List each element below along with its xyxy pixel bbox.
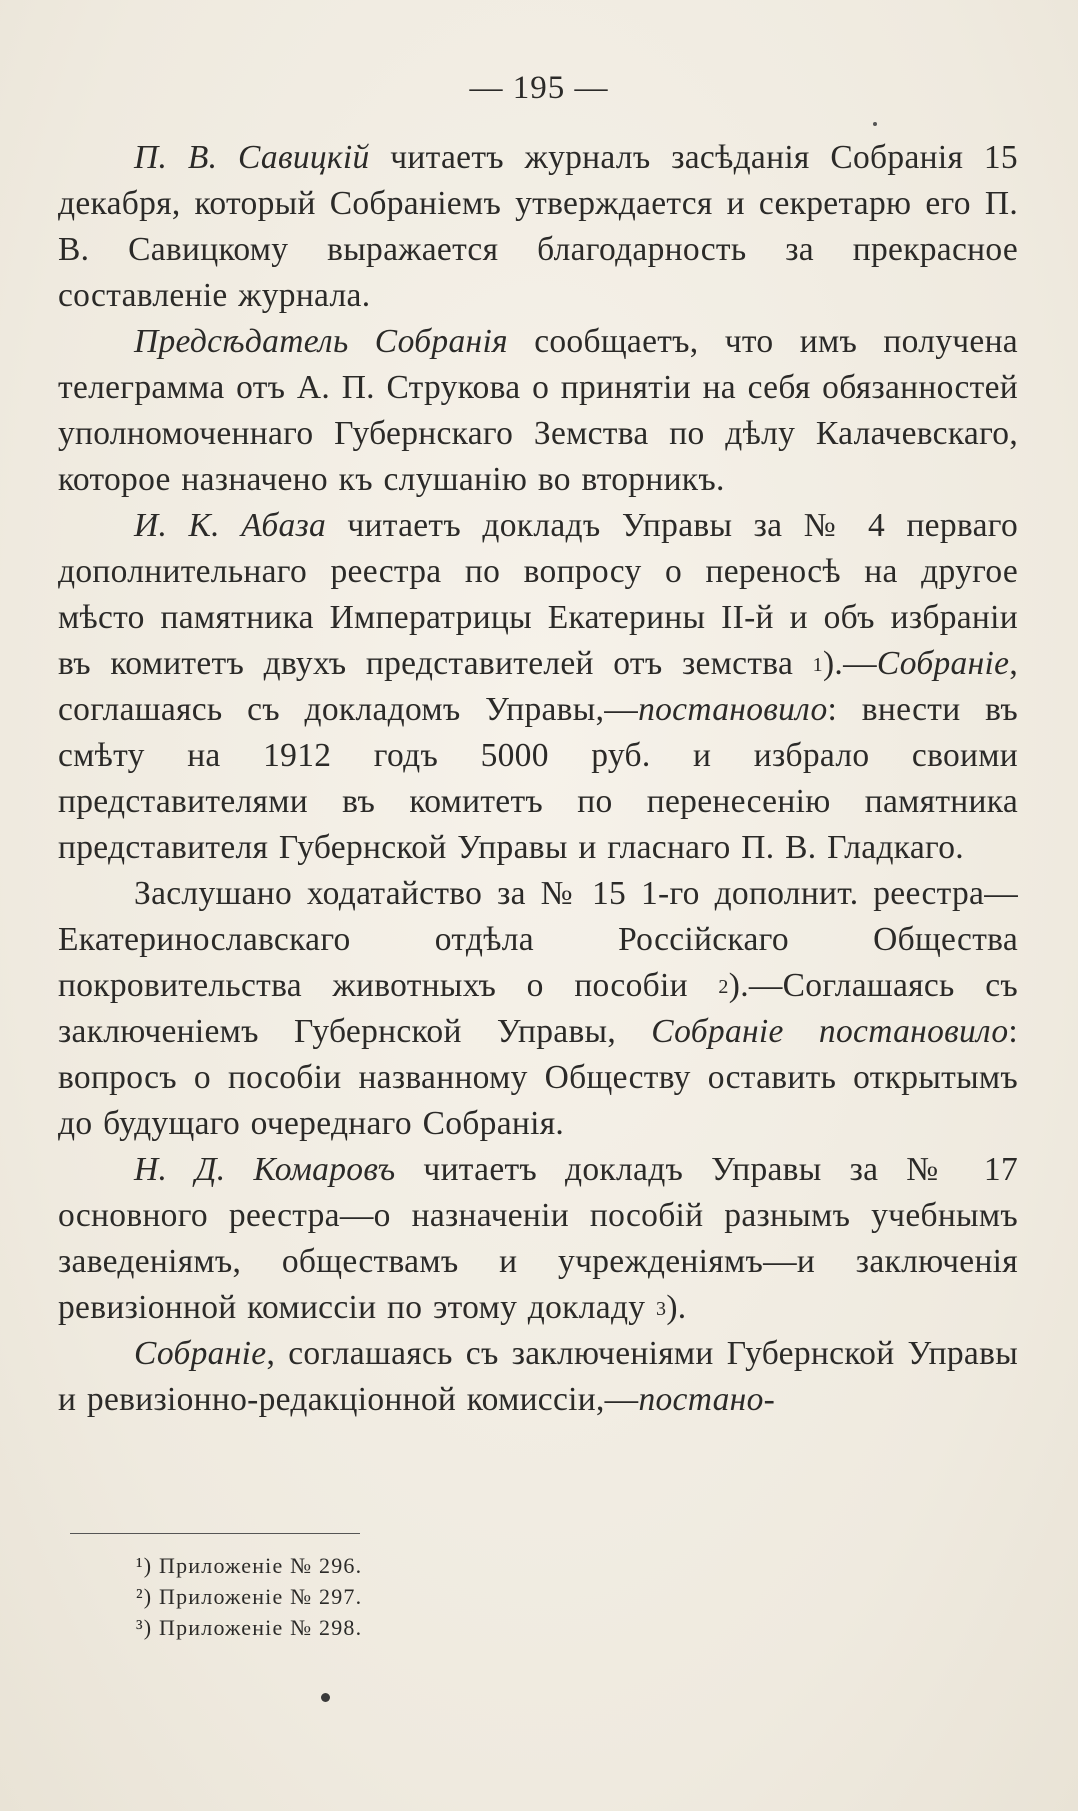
ink-speck	[873, 122, 877, 126]
text-span: , соглашаясь съ докладомъ Управы,—	[58, 645, 1018, 728]
italic-text: постановило	[638, 691, 828, 728]
text-span: : внести въ смѣту на 1912 годъ 5000 руб. и избрало своими представителями въ комитетъ по перенесенію памятника представителя Губернской Управы и гласнаго П. В. Гладкаго.	[58, 691, 1018, 866]
paragraph	[58, 319, 1018, 503]
italic-text: П. В. Савицкій	[134, 139, 370, 176]
text-span: ).—Соглашаясь съ заключеніемъ Губернской Управы,	[58, 967, 1018, 1050]
italic-text: постано-	[638, 1381, 776, 1418]
footnote: ³) Приложеніе № 298.	[136, 1615, 363, 1640]
italic-text: Н. Д. Комаровъ	[134, 1151, 396, 1188]
footnote-ref: 2	[718, 976, 729, 998]
text-span: : вопросъ о пособіи названному Обществу оставить открытымъ до будущаго очереднаго Собранія.	[58, 1013, 1018, 1142]
footnote-rule	[70, 1533, 360, 1534]
body-text	[58, 135, 1018, 1423]
paragraph	[58, 135, 1018, 319]
text-span: ).	[666, 1289, 687, 1326]
paragraph	[58, 871, 1018, 1147]
text-span: читаетъ журналъ засѣданія Собранія 15 декабря, который Собраніемъ утверждается и секретарю его П. В. Савицкому выражается благодарность за прекрасное составленіе журнала.	[58, 139, 1018, 314]
ink-dot	[321, 1693, 330, 1702]
italic-text: Собраніе	[876, 645, 1010, 682]
text-span: Заслушано ходатайство за № 15 1-го дополнит. реестра—Екатеринославскаго отдѣла Россійскаго Общества покровительства животныхъ о пособіи	[58, 875, 1018, 1004]
italic-text: И. К. Абаза	[134, 507, 326, 544]
text-span: сообщаетъ, что имъ получена телеграмма отъ А. П. Струкова о принятіи на себя обязанностей уполномоченнаго Губернскаго Земства по дѣлу Калачевскаго, которое назначено къ слушанію во вторникъ.	[58, 323, 1018, 498]
page-number: — 195 —	[469, 70, 609, 106]
footnote: ²) Приложеніе № 297.	[136, 1584, 363, 1609]
italic-text: Предсѣдатель Собранія	[134, 323, 508, 360]
text-span: ).—	[822, 645, 877, 682]
paragraph	[58, 1147, 1018, 1331]
footnote-ref: 3	[656, 1298, 667, 1320]
text-span: читаетъ докладъ Управы за № 4 перваго дополнительнаго реестра по вопросу о переносѣ на другое мѣсто памятника Императрицы Екатерины II-й и объ избраніи въ комитетъ двухъ представителей отъ земства	[58, 507, 1018, 682]
paragraph	[58, 503, 1018, 871]
footnotes	[136, 1550, 362, 1643]
italic-text: Собраніе постановило	[651, 1013, 1009, 1050]
italic-text: Собраніе	[134, 1335, 267, 1372]
paragraph	[58, 1331, 1018, 1423]
footnote: ¹) Приложеніе № 296.	[136, 1553, 363, 1578]
text-span: , соглашаясь съ заключеніями Губернской Управы и ревизіонно-редакціонной комиссіи,—	[58, 1335, 1018, 1418]
footnote-ref: 1	[812, 654, 823, 676]
text-span: читаетъ докладъ Управы за № 17 основного реестра—о назначеніи пособій разнымъ учебнымъ заведеніямъ, обществамъ и учрежденіямъ—и заключенія ревизіонной комиссіи по этому докладу	[58, 1151, 1018, 1326]
